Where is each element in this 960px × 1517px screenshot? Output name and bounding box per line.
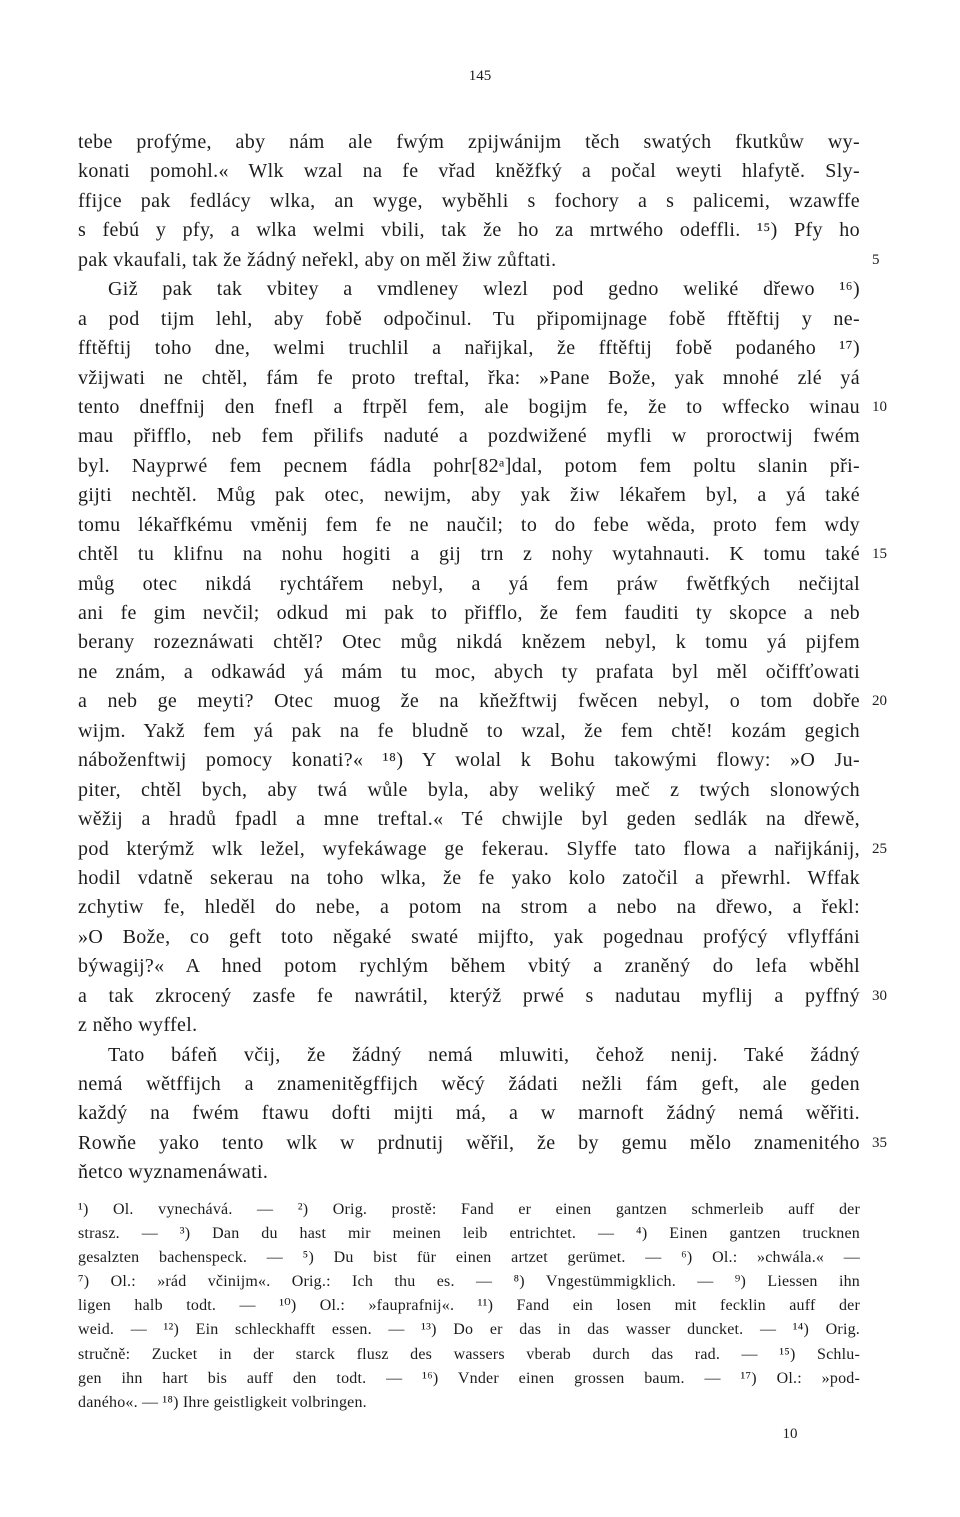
text-line xyxy=(78,275,860,304)
text-line xyxy=(78,864,860,893)
text-line xyxy=(78,393,887,422)
text-line-content: Rowňe yako tento wlk w prdnutij wěřil, že by gemu mělo znamenitého xyxy=(78,1131,860,1154)
text-line xyxy=(78,982,887,1011)
footnotes xyxy=(78,1198,860,1415)
line-number: 35 xyxy=(872,1134,887,1151)
text-line-content: nemá wětffijch a znamenitěgffijch wěcý žádati nežli fám geft, ale geden xyxy=(78,1073,860,1095)
text-line-content: mau přifflo, neb fem přilifs naduté a pozdwižené myfli w proroctwij fwém xyxy=(78,425,860,448)
text-line xyxy=(78,1158,860,1187)
text-line-content: s febú y pfy, a wlka welmi vbili, tak že ho za mrtwého odeffli. ¹⁵) Pfy ho xyxy=(78,219,860,242)
footnote-line: weid. — ¹²) Ein schleckhafft essen. — ¹³) Do er das in das wasser duncket. — ¹⁴) Orig. xyxy=(78,1321,860,1339)
footnote-line: gesalzten bachenspeck. — ⁵) Du bist für einen artzet gerümet. — ⁶) Ol.: »chwála.« — xyxy=(78,1249,860,1267)
text-line xyxy=(78,540,887,569)
text-line-content: ani fe gim nevčil; odkud mi pak to přifflo, že fem fauditi ty skopce a neb xyxy=(78,602,860,624)
text-line-content: můg otec nikdá rychtářem nebyl, a yá fem práw fwětfkých nečijtal xyxy=(78,572,860,595)
text-line xyxy=(78,952,860,981)
line-number: 10 xyxy=(872,398,887,415)
line-number: 15 xyxy=(872,546,887,563)
text-line xyxy=(78,599,860,628)
text-line-content: a tak zkrocený zasfe fe nawrátil, kterýž prwé s nadutau myflij a pyffný xyxy=(78,984,860,1007)
text-line xyxy=(78,923,860,952)
text-line-content: wěžij a hradů fpadl a mne treftal.« Té chwijle byl geden sedlák na dřewě, xyxy=(78,808,860,831)
text-line-content: pod kterýmž wlk ležel, wyfekáwage ge fekerau. Slyffe tato flowa a nařijkánij, xyxy=(78,837,860,860)
text-line xyxy=(78,128,860,157)
text-line xyxy=(78,1070,860,1099)
text-line-content: z něho wyffel. xyxy=(78,1014,198,1037)
line-number: 25 xyxy=(872,840,887,857)
line-number: 30 xyxy=(872,987,887,1004)
main-text xyxy=(78,128,887,1188)
text-line xyxy=(78,1011,860,1040)
text-line-content: piter, chtěl bych, aby twá wůle byla, aby weliký meč z twých slonowých xyxy=(78,778,860,801)
footnote-line: stručně: Zucket in der starck flusz des wassers vberab durch das rad. — ¹⁵) Schlu- xyxy=(78,1345,860,1363)
text-line-content: hodil vdatně sekerau na toho wlka, že fe yako kolo zatočil a přewrhl. Wffak xyxy=(78,866,860,889)
text-line-content: býwagij?« A hned potom rychlým během vbitý a zraněný do lefa wběhl xyxy=(78,955,860,978)
text-line-content: náboženftwij pomocy konati?« ¹⁸) Y wolal k Bohu takowými flowy: »O Ju- xyxy=(78,749,860,772)
text-line xyxy=(78,246,880,275)
text-line xyxy=(78,511,860,540)
text-line-content: berany rozeznáwati chtěl? Otec můg nikdá knězem nebyl, k tomu yá pijfem xyxy=(78,631,860,654)
text-line-content: a pod tijm lehl, aby fobě odpočinul. Tu připomijnage fobě fftěftij y ne- xyxy=(78,307,860,330)
text-line xyxy=(78,687,887,716)
line-number: 5 xyxy=(872,251,880,268)
text-line-content: vžijwati ne chtěl, fám fe proto treftal, řka: »Pane Bože, yak mnohé zlé yá xyxy=(78,366,860,389)
text-line-content: každý na fwém ftawu dofti mijti má, a w marnoft žádný nemá wěřiti. xyxy=(78,1102,860,1125)
text-line xyxy=(78,364,860,393)
text-line-content: Tato báfeň včij, že žádný nemá mluwiti, čehož nenij. Také žádný xyxy=(108,1043,860,1066)
footnote-line: gen ihn hart bis auff den todt. — ¹⁶) Vnder einen grossen baum. — ¹⁷) Ol.: »pod- xyxy=(78,1369,860,1387)
text-line xyxy=(78,1041,860,1070)
footnote-line: ligen halb todt. — ¹⁰) Ol.: »fauprafnij«. ¹¹) Fand ein losen mit fecklin auff der xyxy=(78,1297,860,1315)
text-line xyxy=(78,628,860,657)
footnote-line: ¹) Ol. vynechává. — ²) Orig. prostě: Fand er einen gantzen schmerleib auff der xyxy=(78,1201,860,1218)
text-line-content: tomu lékařfkému vměnij fem fe ne naučil; to do febe wěda, proto fem wdy xyxy=(78,513,860,536)
text-line-content: tebe profýme, aby nám ale fwým zpijwánijm těch swatých fkutkůw wy- xyxy=(78,131,860,153)
text-line xyxy=(78,187,860,216)
text-line-content: wijm. Yakž fem yá pak na fe bludně to wzal, že fem chtě! kozám gegich xyxy=(78,719,860,742)
text-line-content: ffijce pak fedlácy wlka, an wyge, wyběhli s fochory a s palicemi, wzawffe xyxy=(78,189,860,212)
text-line-content: pak vkaufali, tak že žádný neřekl, aby on měl žiw zůftati. xyxy=(78,248,557,271)
footnote-line: ⁷) Ol.: »rád včinijm«. Orig.: Ich thu es. — ⁸) Vngestümmigklich. — ⁹) Liessen ihn xyxy=(78,1273,860,1291)
text-line xyxy=(78,658,860,687)
text-line-content: Giž pak tak vbitey a vmdleney wlezl pod gedno weliké dřewo ¹⁶) xyxy=(108,278,860,301)
text-line xyxy=(78,570,860,599)
page-number: 145 xyxy=(468,68,492,84)
text-line xyxy=(78,481,860,510)
text-line xyxy=(78,805,860,834)
text-line xyxy=(78,893,860,922)
line-number: 20 xyxy=(872,693,887,710)
text-line xyxy=(78,835,887,864)
text-line-content: ne znám, a odkawád yá mám tu moc, abych ty prafata byl měl očiffťowati xyxy=(78,660,860,683)
text-line-content: a neb ge meyti? Otec muog že na kňežftwij fwěcen nebyl, o tom dobře xyxy=(78,690,860,713)
text-line xyxy=(78,1099,860,1128)
text-line-content: gijti nechtěl. Můg pak otec, newijm, aby yak žiw lékařem byl, a yá také xyxy=(78,484,860,507)
text-line-content: ňetco wyznamenáwati. xyxy=(78,1161,269,1184)
text-line xyxy=(78,216,860,245)
text-line-content: chtěl tu klifnu na nohu hogiti a gij trn z nohy wytahnauti. K tomu také xyxy=(78,543,860,566)
text-line-content: byl. Nayprwé fem pecnem fádla pohr[82ᵃ]dal, potom fem poltu slanin při- xyxy=(78,454,860,477)
text-line xyxy=(78,1129,887,1158)
footnote-line: strasz. — ³) Dan du hast mir meinen leib entrichtet. — ⁴) Einen gantzen trucknen xyxy=(78,1225,860,1243)
text-line xyxy=(78,305,860,334)
text-line xyxy=(78,334,860,363)
printer-signature-mark: 10 xyxy=(782,1426,798,1442)
text-line-content: konati pomohl.« Wlk wzal na fe vřad kněžfký a počal weyti hlafytě. Sly- xyxy=(78,160,860,183)
text-line xyxy=(78,746,860,775)
text-line-content: zchytiw fe, hleděl do nebe, a potom na strom a nebo na dřewo, a řekl: xyxy=(78,896,860,919)
text-line xyxy=(78,717,860,746)
text-line-content: fftěftij toho dne, welmi truchlil a nařijkal, že fftěftij fobě podaného ¹⁷) xyxy=(78,337,860,360)
text-line xyxy=(78,157,860,186)
text-line xyxy=(78,422,860,451)
text-line xyxy=(78,776,860,805)
text-line-content: »O Bože, co geft toto něgaké swaté mijfto, yak pogednau profýcý vflyffáni xyxy=(78,925,860,948)
footnote-line: daného«. — ¹⁸) Ihre geistligkeit volbringen. xyxy=(78,1393,367,1411)
text-line xyxy=(78,452,860,481)
text-line-content: tento dneffnij den fnefl a ftrpěl fem, ale bogijm fe, že to wffecko winau xyxy=(78,395,860,418)
